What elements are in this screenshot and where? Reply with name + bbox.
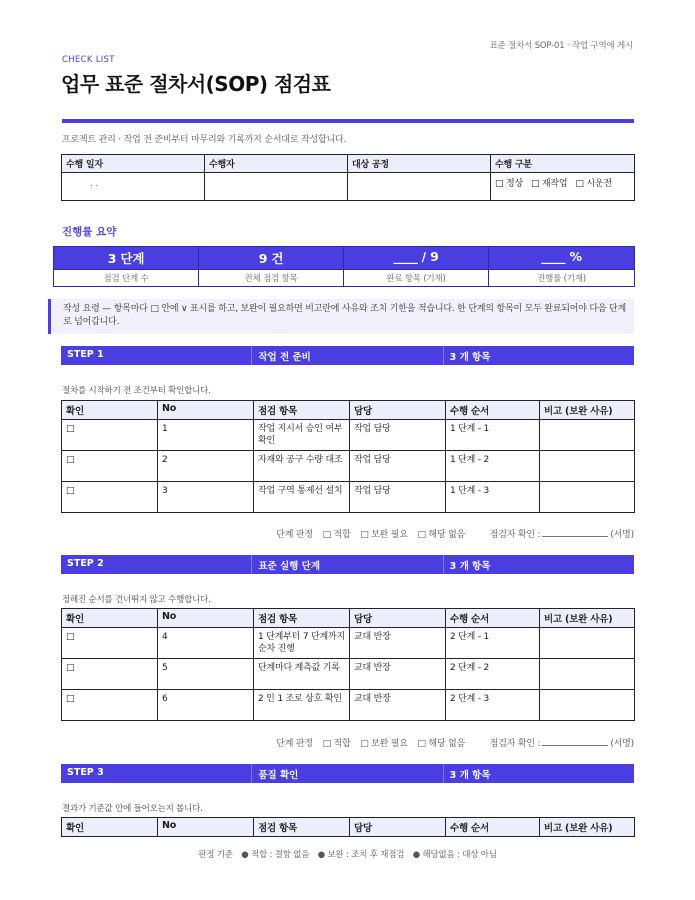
header-date: 수행 일자 — [62, 155, 205, 173]
step-1-intro: 절차를 시작하기 전 조건부터 확인합니다. — [62, 386, 211, 396]
table-row — [62, 690, 635, 721]
summary-title: 진행률 요약 — [62, 226, 117, 238]
row-order: 1 단계 - 3 — [446, 482, 540, 513]
row-no: 2 — [158, 451, 254, 482]
step-2-table — [61, 608, 635, 721]
step-2-count: 3 개 항목 — [449, 561, 491, 572]
col-order: 수행 순서 — [446, 609, 540, 628]
row-checkbox[interactable]: □ — [62, 628, 158, 659]
row-order: 2 단계 - 2 — [446, 659, 540, 690]
row-checkbox[interactable]: □ — [62, 690, 158, 721]
col-check: 확인 — [62, 609, 158, 628]
step-2-label: STEP 2 — [61, 555, 252, 574]
row-no: 5 — [158, 659, 254, 690]
col-item: 점검 항목 — [254, 609, 350, 628]
table-row — [62, 420, 635, 451]
performer-field[interactable] — [205, 173, 348, 201]
intro-text: 프로젝트 관리 · 작업 전 준비부터 마무리와 기록까지 순서대로 작성합니다. — [62, 135, 347, 145]
row-owner: 교대 반장 — [350, 690, 446, 721]
row-remark-field[interactable] — [540, 628, 635, 659]
row-checkbox[interactable]: □ — [62, 482, 158, 513]
summary-rate-label: 진행률 (기재) — [489, 270, 635, 287]
col-item: 점검 항목 — [254, 401, 350, 420]
row-item: 작업 지시서 승인 여부 확인 — [254, 420, 350, 451]
row-order: 2 단계 - 1 — [446, 628, 540, 659]
row-order: 1 단계 - 2 — [446, 451, 540, 482]
row-owner: 작업 담당 — [350, 451, 446, 482]
summary-items-value: 9 건 — [199, 247, 344, 270]
legend-pass: ● 적합 : 결함 없음 — [241, 850, 310, 860]
step-1-sign-row — [269, 527, 634, 540]
judgement-fix-checkbox[interactable]: □ 보완 필요 — [360, 530, 408, 540]
signature-field[interactable] — [542, 738, 608, 746]
instruction-note: 작성 요령 — 항목마다 □ 안에 ∨ 표시를 하고, 보완이 필요하면 비고란에 사유와 조치 기한을 적습니다. 한 단계의 항목이 모두 완료되어야 다음 단계로 넘어갑니다. — [48, 299, 634, 334]
process-field[interactable] — [348, 173, 491, 201]
step-2-sign-row — [269, 736, 634, 749]
row-checkbox[interactable]: □ — [62, 659, 158, 690]
type-options — [491, 173, 635, 201]
header-process: 대상 공정 — [348, 155, 491, 173]
judgement-label: 단계 판정 — [276, 739, 313, 749]
row-checkbox[interactable]: □ — [62, 420, 158, 451]
legend-na: ● 해당없음 : 대상 아님 — [412, 850, 497, 860]
row-order: 1 단계 - 1 — [446, 420, 540, 451]
table-row — [62, 451, 635, 482]
judgement-pass-checkbox[interactable]: □ 적합 — [322, 530, 351, 540]
legend-prefix: 판정 기준 — [198, 850, 233, 860]
option-trial-checkbox[interactable]: □ 시운전 — [575, 179, 612, 189]
step-1-label: STEP 1 — [61, 346, 252, 365]
col-no: No — [158, 818, 254, 837]
col-item: 점검 항목 — [254, 818, 350, 837]
title-divider — [62, 119, 634, 123]
step-1-count: 3 개 항목 — [449, 352, 491, 363]
inspector-label: 점검자 확인 : — [489, 739, 541, 749]
option-normal-checkbox[interactable]: □ 정상 — [495, 179, 523, 189]
row-checkbox[interactable]: □ — [62, 451, 158, 482]
row-no: 1 — [158, 420, 254, 451]
row-no: 4 — [158, 628, 254, 659]
col-no: No — [158, 401, 254, 420]
row-owner: 작업 담당 — [350, 482, 446, 513]
col-check: 확인 — [62, 818, 158, 837]
step-3-label: STEP 3 — [61, 764, 252, 783]
row-owner: 교대 반장 — [350, 659, 446, 690]
row-item: 작업 구역 통제선 설치 — [254, 482, 350, 513]
col-no: No — [158, 609, 254, 628]
step-1-name: 작업 전 준비 — [252, 346, 443, 365]
summary-steps-value: 3 단계 — [54, 247, 199, 270]
judgement-label: 단계 판정 — [276, 530, 313, 540]
document-reference: 표준 절차서 SOP-01 · 작업 구역에 게시 — [489, 41, 633, 51]
col-owner: 담당 — [350, 818, 446, 837]
table-row — [62, 659, 635, 690]
table-row — [62, 628, 635, 659]
col-order: 수행 순서 — [446, 818, 540, 837]
row-remark-field[interactable] — [540, 690, 635, 721]
checklist-kicker: CHECK LIST — [62, 55, 115, 65]
col-owner: 담당 — [350, 609, 446, 628]
signature-label: (서명) — [610, 530, 634, 540]
inspector-label: 점검자 확인 : — [489, 530, 541, 540]
col-order: 수행 순서 — [446, 401, 540, 420]
progress-summary — [53, 246, 635, 287]
header-type: 수행 구분 — [491, 155, 635, 173]
step-3-count: 3 개 항목 — [449, 770, 491, 781]
step-3-header — [61, 764, 634, 783]
judgement-na-checkbox[interactable]: □ 해당 없음 — [417, 739, 466, 749]
date-field[interactable]: . . — [62, 173, 205, 201]
summary-items-label: 전체 점검 항목 — [199, 270, 344, 287]
row-owner: 작업 담당 — [350, 420, 446, 451]
option-rework-checkbox[interactable]: □ 재작업 — [530, 179, 568, 189]
row-remark-field[interactable] — [540, 659, 635, 690]
step-2-intro: 정해진 순서를 건너뛰지 않고 수행합니다. — [62, 595, 211, 605]
step-2-header — [61, 555, 634, 574]
summary-done-label: 완료 항목 (기재) — [344, 270, 489, 287]
row-remark-field[interactable] — [540, 451, 635, 482]
judgement-pass-checkbox[interactable]: □ 적합 — [322, 739, 351, 749]
col-check: 확인 — [62, 401, 158, 420]
row-item: 단계마다 계측값 기록 — [254, 659, 350, 690]
row-item: 1 단계부터 7 단계까지 순차 진행 — [254, 628, 350, 659]
step-2-name: 표준 실행 단계 — [252, 555, 443, 574]
legend-fix: ● 보완 : 조치 후 재점검 — [317, 850, 405, 860]
step-1-table — [61, 400, 635, 513]
row-owner: 교대 반장 — [350, 628, 446, 659]
col-remark: 비고 (보완 사유) — [540, 818, 635, 837]
summary-done-value[interactable]: ____ / 9 — [344, 247, 489, 270]
step-3-name: 품질 확인 — [252, 764, 443, 783]
judgement-na-checkbox[interactable]: □ 해당 없음 — [417, 530, 466, 540]
step-3-table — [61, 817, 635, 837]
step-3-intro: 결과가 기준값 안에 들어오는지 봅니다. — [62, 804, 203, 814]
col-remark: 비고 (보완 사유) — [540, 401, 635, 420]
row-remark-field[interactable] — [540, 420, 635, 451]
col-remark: 비고 (보완 사유) — [540, 609, 635, 628]
row-item: 자재와 공구 수량 대조 — [254, 451, 350, 482]
signature-label: (서명) — [610, 739, 634, 749]
page-title: 업무 표준 절차서(SOP) 점검표 — [61, 72, 331, 96]
header-performer: 수행자 — [205, 155, 348, 173]
row-order: 2 단계 - 3 — [446, 690, 540, 721]
judgement-fix-checkbox[interactable]: □ 보완 필요 — [360, 739, 408, 749]
step-1-header — [61, 346, 634, 365]
summary-steps-label: 점검 단계 수 — [54, 270, 199, 287]
summary-rate-value[interactable]: ____ % — [489, 247, 635, 270]
row-remark-field[interactable] — [540, 482, 635, 513]
row-item: 2 인 1 조로 상호 확인 — [254, 690, 350, 721]
row-no: 3 — [158, 482, 254, 513]
judgement-legend — [0, 848, 695, 860]
info-table — [61, 154, 635, 201]
table-row — [62, 482, 635, 513]
col-owner: 담당 — [350, 401, 446, 420]
row-no: 6 — [158, 690, 254, 721]
signature-field[interactable] — [542, 529, 608, 537]
